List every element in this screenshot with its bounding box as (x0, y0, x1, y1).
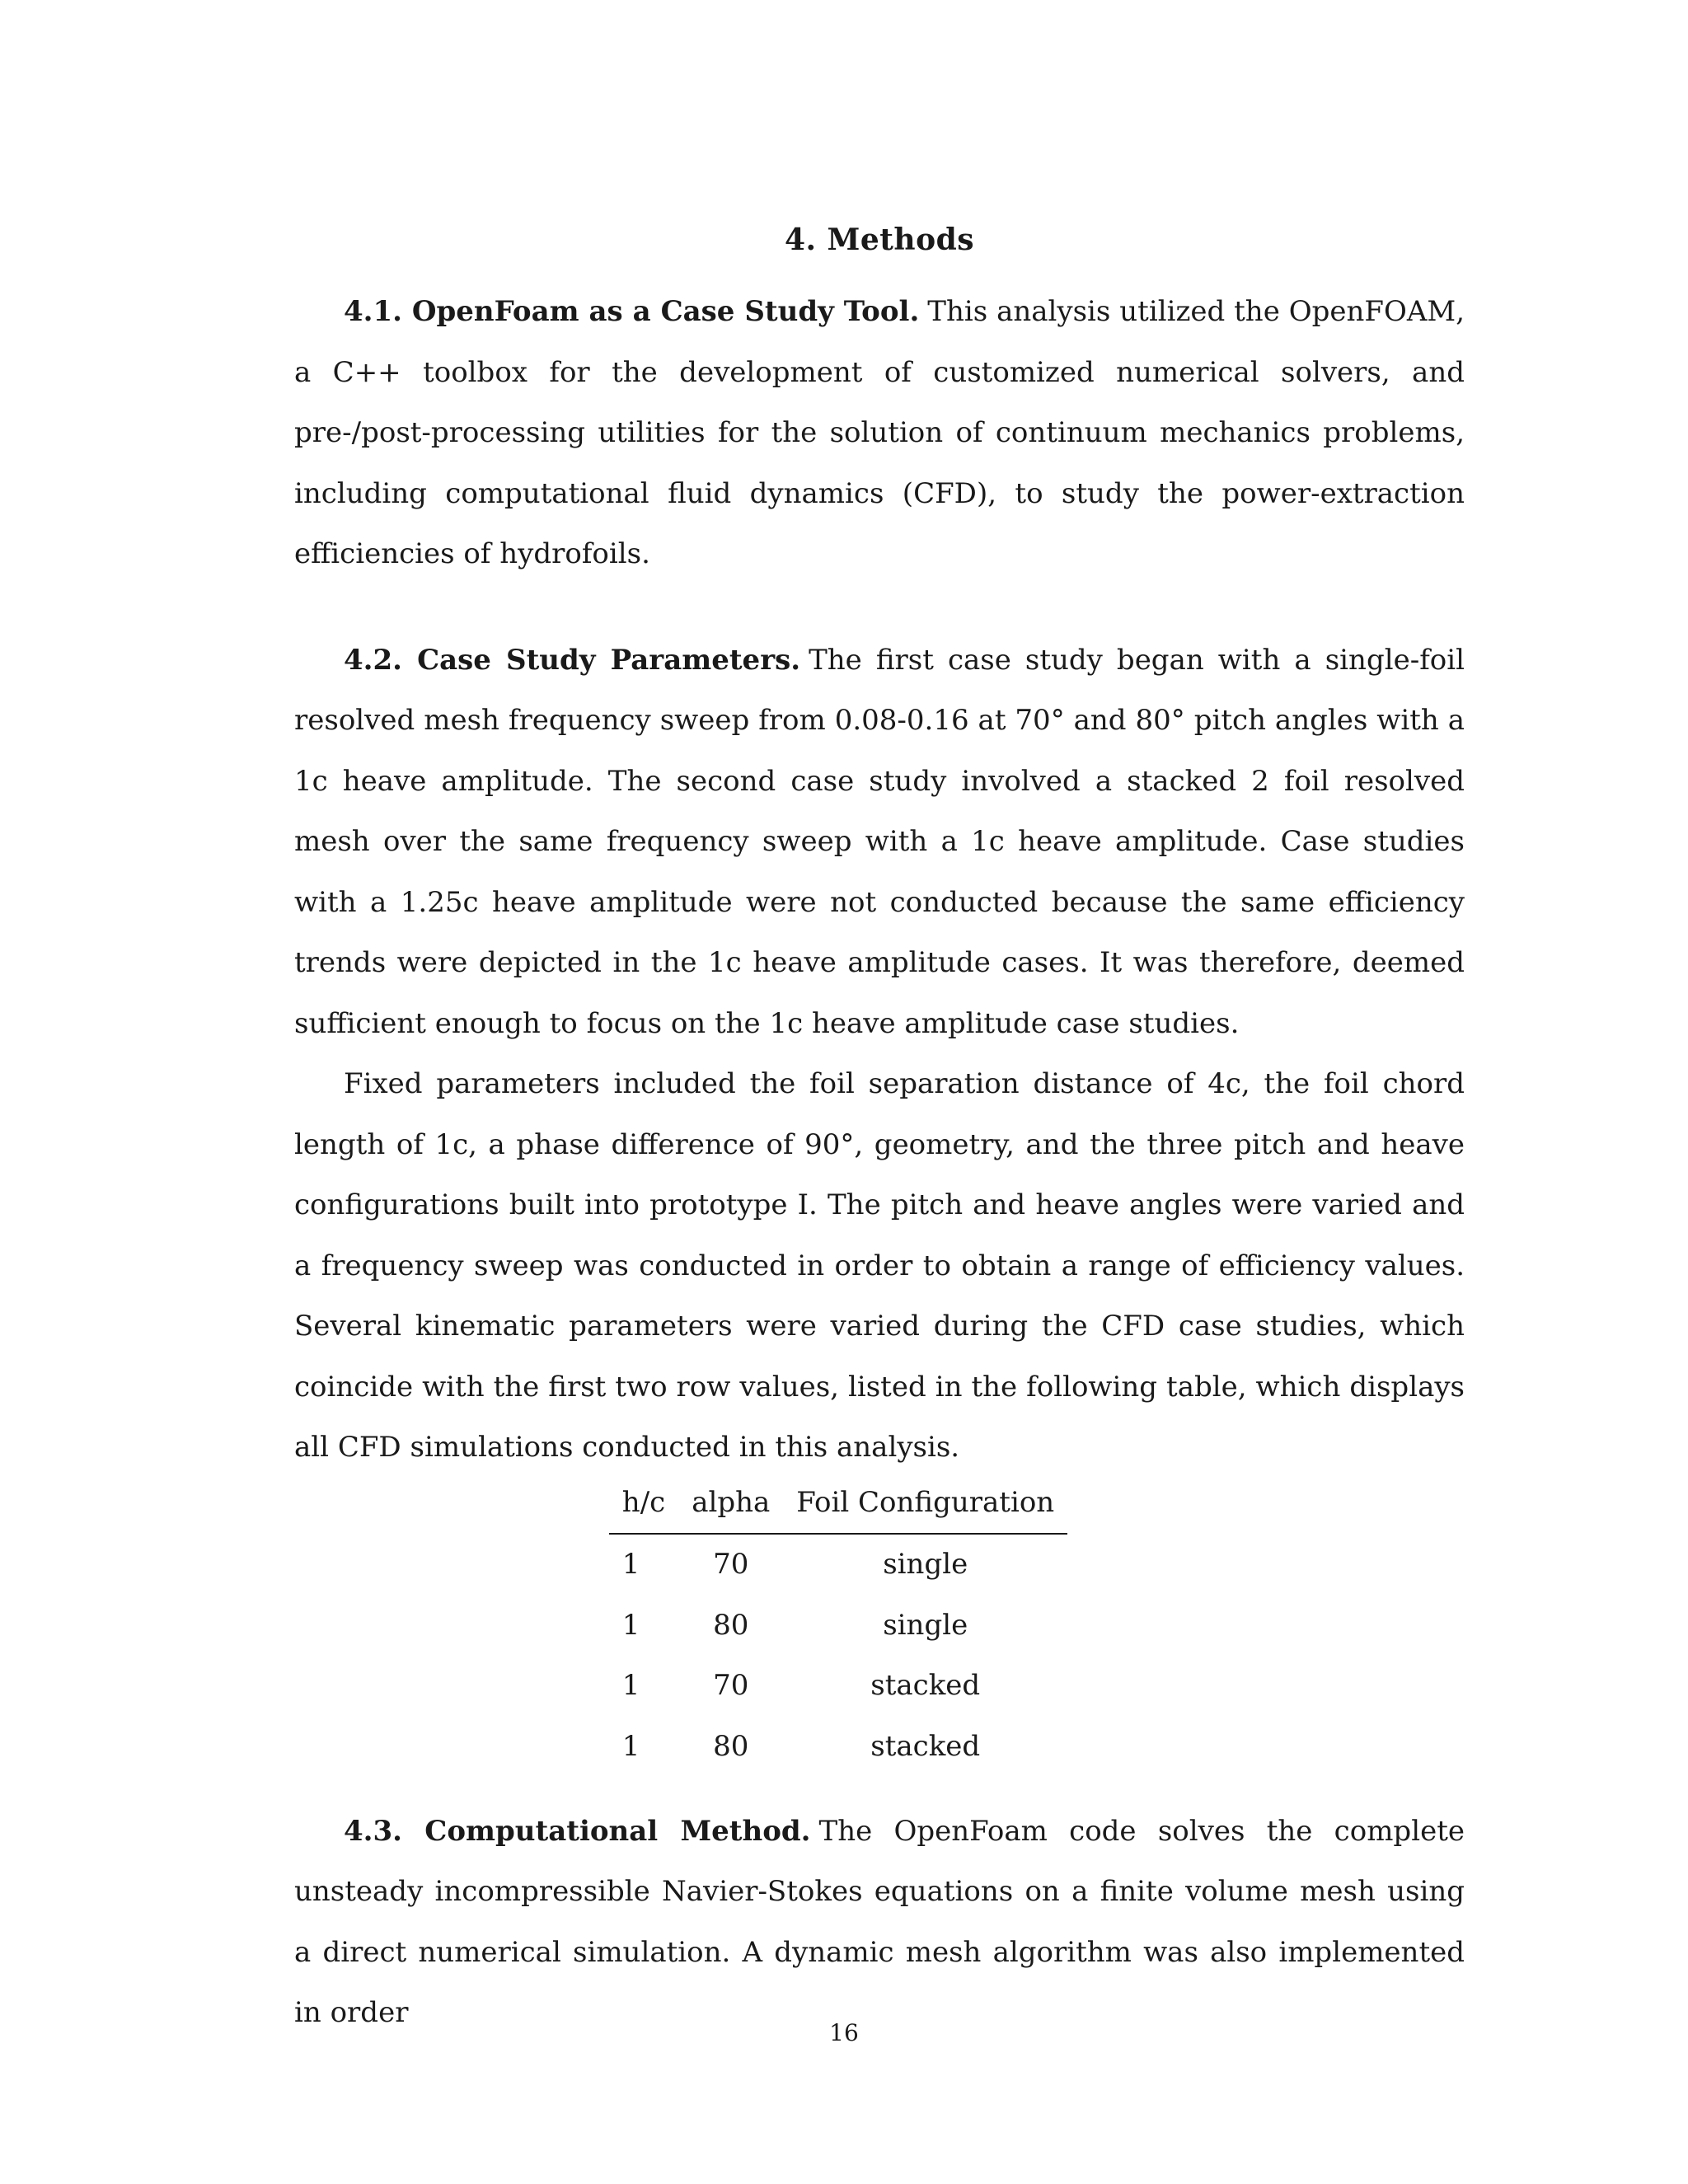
page-body (294, 223, 1465, 2044)
table-header-hc: h/c (609, 1482, 678, 1534)
table-cell: single (883, 1608, 968, 1642)
table-row (609, 1716, 1067, 1777)
page-number: 16 (829, 2019, 859, 2046)
table-cell: 1 (621, 1548, 640, 1582)
table-cell: 70 (713, 1669, 749, 1703)
table-cell: stacked (870, 1729, 981, 1763)
table-header-alpha: alpha (678, 1482, 783, 1534)
section-4-3-text: The OpenFoam code solves the complete unsteady incompressible Navier-Stokes equations on a finite volume mesh using a direct numerical simulation. A dynamic mesh algorithm was also implemented in order (294, 1814, 1465, 2029)
table-cell: 1 (621, 1729, 640, 1763)
section-4-2-text: The first case study began with a single-foil resolved mesh frequency sweep from 0.08-0.16 at 70° and 80° pitch angles with a 1c heave amplitude. The second case study involved a stacked 2 foil resolved mesh over the same frequency sweep with a 1c heave amplitude. Case studies with a 1.25c heave amplitude were not conducted because the same efficiency trends were depicted in the 1c heave amplitude cases. It was therefore, deemed sufficient enough to focus on the 1c heave amplitude case studies. (294, 643, 1465, 1040)
chapter-title: 4. Methods (784, 223, 975, 257)
table-cell: single (883, 1548, 968, 1582)
section-4-1-paragraph (294, 282, 1465, 585)
table-cell: 70 (713, 1548, 749, 1582)
simulation-table (609, 1482, 1067, 1777)
section-4-1-heading: 4.1. OpenFoam as a Case Study Tool. (344, 295, 920, 328)
table-cell: 1 (621, 1608, 640, 1642)
table-row (609, 1534, 1067, 1596)
section-4-3-paragraph (294, 1802, 1465, 2044)
table-row (609, 1656, 1067, 1717)
section-4-2-paragraph (294, 630, 1465, 1055)
table-header-foil-configuration: Foil Configuration (783, 1482, 1067, 1534)
section-4-2-heading: 4.2. Case Study Parameters. (344, 643, 801, 677)
table-row (609, 1595, 1067, 1656)
table-cell: 80 (713, 1729, 749, 1763)
section-4-2-paragraph-2: Fixed parameters included the foil separation distance of 4c, the foil chord length of 1c, a phase difference of 90°, geometry, and the three pitch and heave configurations built into prototype I. The pitch and heave angles were varied and a frequency sweep was conducted in order to obtain a range of efficiency values. Several kinematic parameters were varied during the CFD case studies, which coincide with the first two row values, listed in the following table, which displays all CFD simulations conducted in this analysis. (294, 1067, 1465, 1464)
table-cell: 1 (621, 1669, 640, 1703)
section-gap (294, 585, 1465, 630)
section-4-1-text: This analysis utilized the OpenFOAM, a C++ toolbox for the development of customized numerical solvers, and pre-/post-processing utilities for the solution of continuum mechanics problems, including computational fluid dynamics (CFD), to study the power-extraction efficiencies of hydrofoils. (294, 295, 1465, 570)
table-cell: stacked (870, 1669, 981, 1703)
section-4-3-heading: 4.3. Computational Method. (344, 1814, 811, 1848)
table-cell: 80 (713, 1608, 749, 1642)
simulation-table-wrapper (294, 1482, 1465, 1777)
table-header-row (609, 1482, 1067, 1534)
